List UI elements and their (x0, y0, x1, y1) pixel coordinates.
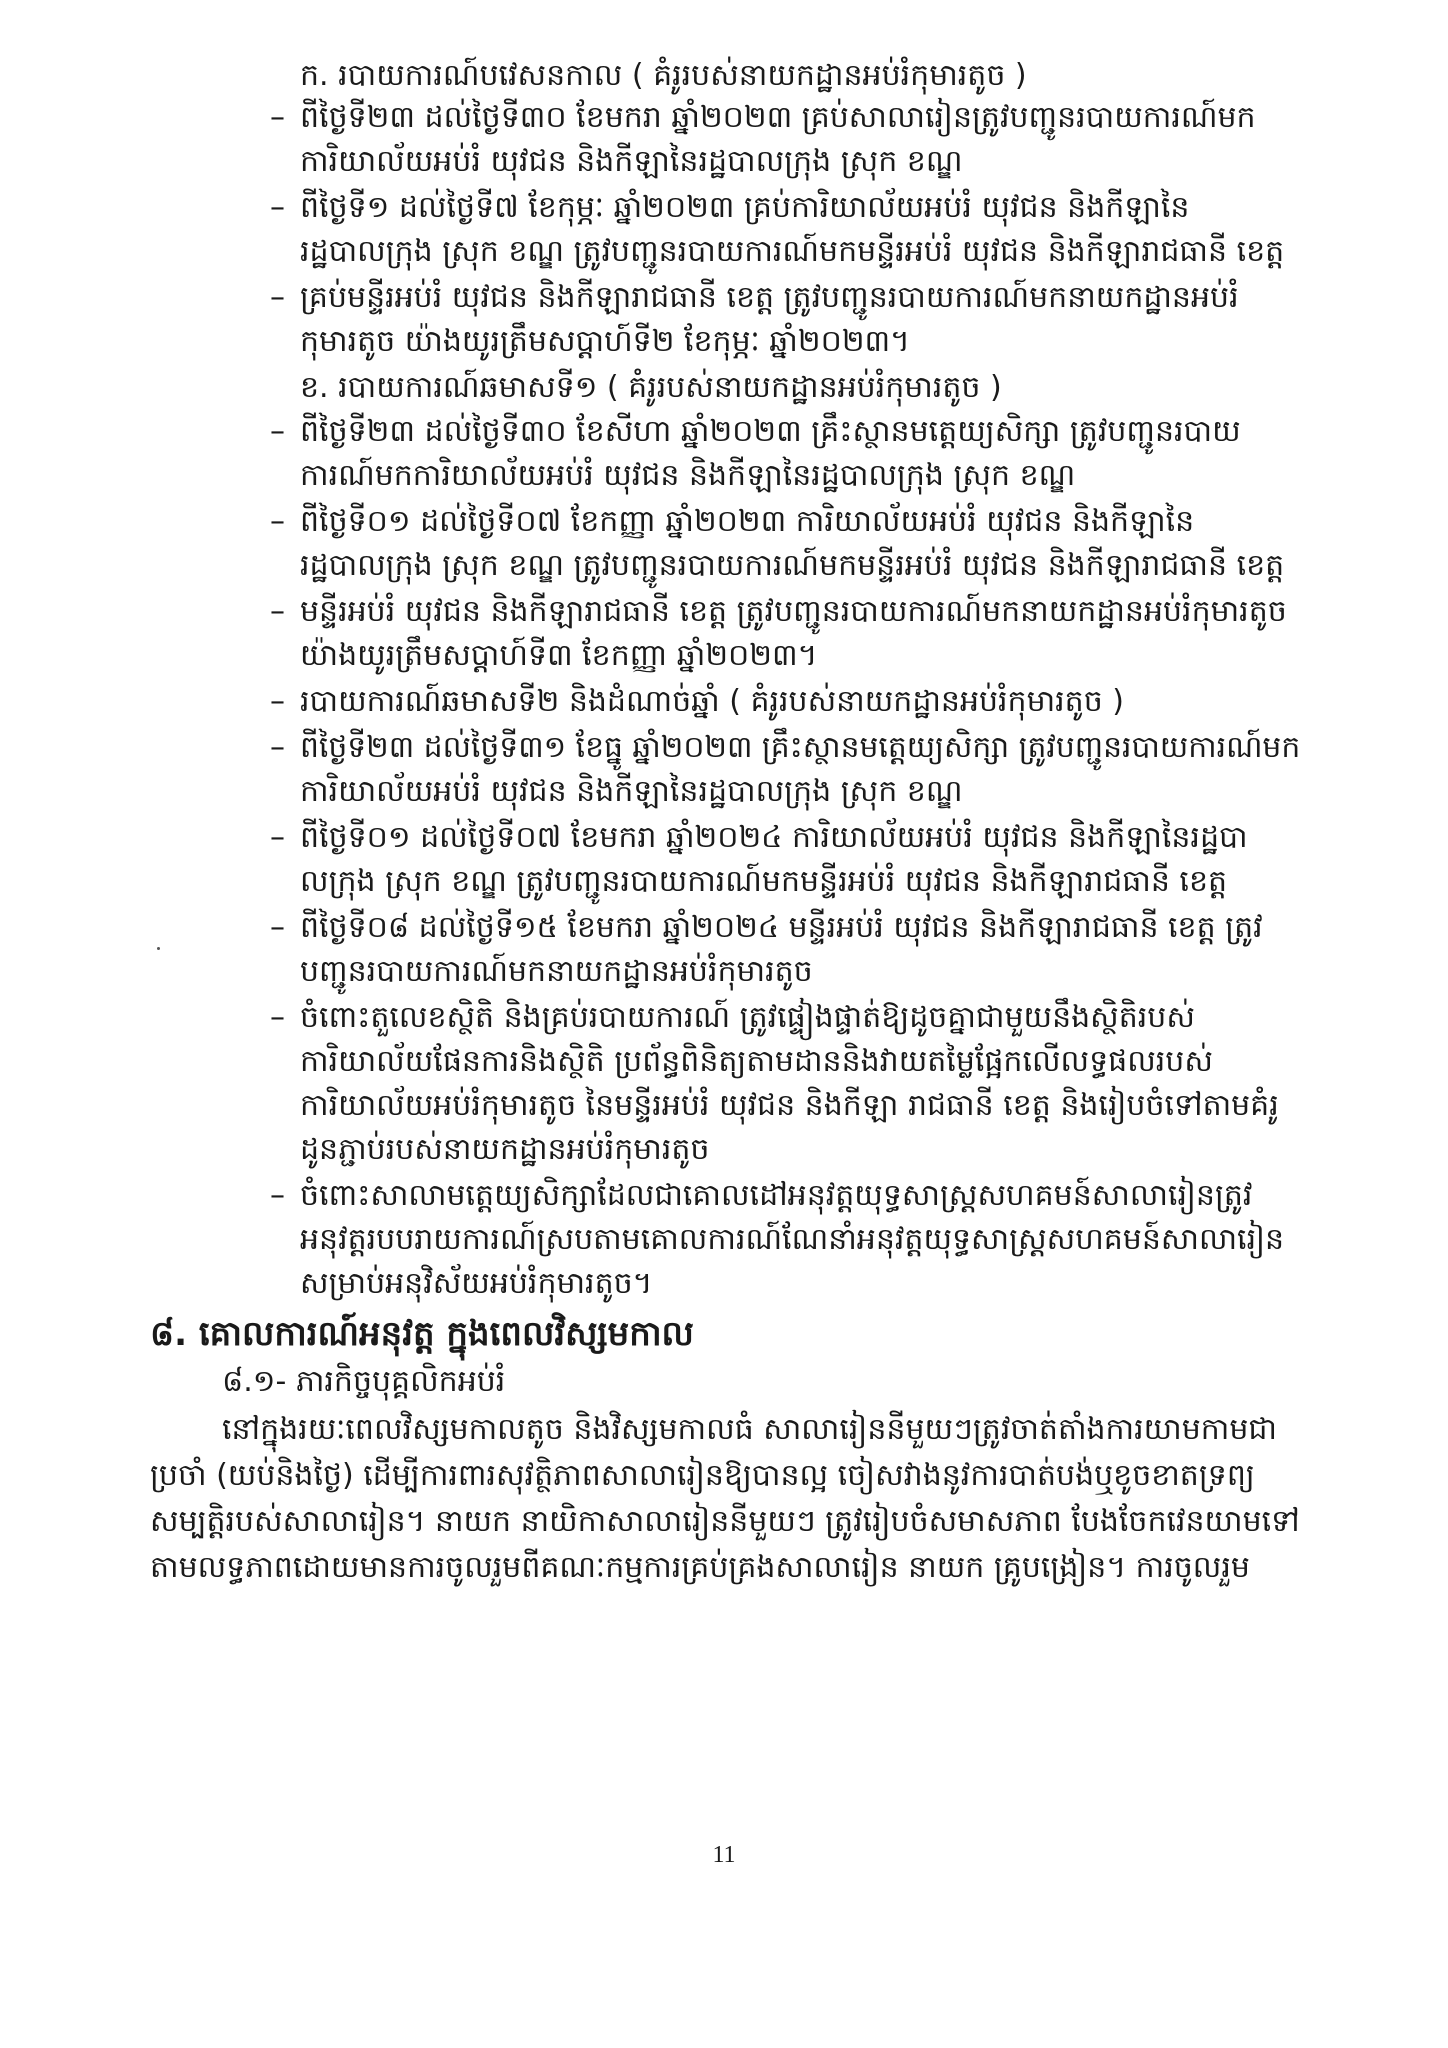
item-d1-line2: ការិយាល័យផែនការនិងស្ថិតិ ប្រព័ន្ធពិនិត្យតាមដាននិងវាយតម្លៃផ្អែកលើលទ្ធផលរបស់ (300, 1044, 1213, 1079)
section-8-heading: ៨. គោលការណ៍អនុវត្ត ក្នុងពេលវិស្សមកាល (150, 1314, 694, 1354)
bullet-dash: – (270, 684, 285, 719)
bullet-dash: – (270, 414, 285, 449)
bullet-dash: – (270, 1000, 285, 1035)
scan-speck (157, 947, 160, 950)
item-b1-line2: ការណ៍មកការិយាល័យអប់រំ យុវជន និងកីឡានៃរដ្ឋបាលក្រុង ស្រុក ខណ្ឌ (300, 458, 1076, 493)
section-b-title: ខ. របាយការណ៍ឆមាសទី១ ( គំរូរបស់នាយកដ្ឋានអប់រំកុមារតូច ) (300, 370, 1002, 405)
bullet-dash: – (270, 594, 285, 629)
item-c2-line2: លក្រុង ស្រុក ខណ្ឌ ត្រូវបញ្ជូនរបាយការណ៍មកមន្ទីរអប់រំ យុវជន និងកីឡារាជធានី ខេត្ត (300, 864, 1228, 899)
item-d2-line2: អនុវត្តរបបរាយការណ៍ស្របតាមគោលការណ៍ណែនាំអនុវត្តយុទ្ធសាស្ត្រសហគមន៍សាលារៀន (300, 1222, 1285, 1257)
item-d2-line1: ចំពោះសាលាមត្តេយ្យសិក្សាដែលជាគោលដៅអនុវត្តយុទ្ធសាស្ត្រសហគមន៍សាលារៀនត្រូវ (300, 1178, 1253, 1213)
item-b2-line2: រដ្ឋបាលក្រុង ស្រុក ខណ្ឌ ត្រូវបញ្ជូនរបាយការណ៍មកមន្ទីរអប់រំ យុវជន និងកីឡារាជធានី ខេត្ត (300, 548, 1285, 583)
item-d1-line1: ចំពោះតួលេខស្ថិតិ និងគ្រប់របាយការណ៍ ត្រូវផ្ទៀងផ្ទាត់ឱ្យដូចគ្នាជាមួយនឹងស្ថិតិរបស់ (300, 1000, 1195, 1035)
item-b3-line2: យ៉ាងយូរត្រឹមសប្តាហ៍ទី៣ ខែកញ្ញា ឆ្នាំ២០២៣។ (300, 638, 818, 673)
bullet-dash: – (270, 100, 285, 135)
item-b3-line1: មន្ទីរអប់រំ យុវជន និងកីឡារាជធានី ខេត្ត ត្រូវបញ្ជូនរបាយការណ៍មកនាយកដ្ឋានអប់រំកុមារតូច (300, 594, 1287, 629)
item-b2-line1: ពីថ្ងៃទី០១ ដល់ថ្ងៃទី០៧ ខែកញ្ញា ឆ្នាំ២០២៣ ការិយាល័យអប់រំ យុវជន និងកីឡានៃ (300, 504, 1195, 539)
bullet-dash: – (270, 910, 285, 945)
item-a3-line1: គ្រប់មន្ទីរអប់រំ យុវជន និងកីឡារាជធានី ខេត្ត ត្រូវបញ្ជូនរបាយការណ៍មកនាយកដ្ឋានអប់រំ (300, 280, 1239, 315)
item-c3-line2: បញ្ជូនរបាយការណ៍មកនាយកដ្ឋានអប់រំកុមារតូច (300, 954, 813, 989)
item-b1-line1: ពីថ្ងៃទី២៣ ដល់ថ្ងៃទី៣០ ខែសីហា ឆ្នាំ២០២៣ គ្រឹះស្ថានមត្តេយ្យសិក្សា ត្រូវបញ្ជូនរបាយ (300, 414, 1241, 449)
item-a2-line1: ពីថ្ងៃទី១ ដល់ថ្ងៃទី៧ ខែកុម្ភៈ ឆ្នាំ២០២៣ គ្រប់ការិយាល័យអប់រំ យុវជន និងកីឡានៃ (300, 190, 1190, 225)
item-a2-line2: រដ្ឋបាលក្រុង ស្រុក ខណ្ឌ ត្រូវបញ្ជូនរបាយការណ៍មកមន្ទីរអប់រំ យុវជន និងកីឡារាជធានី ខេត្ត (300, 234, 1285, 269)
paragraph-line-3: សម្បត្តិរបស់សាលារៀន។ នាយក នាយិកាសាលារៀននីមួយៗ ត្រូវរៀបចំសមាសភាព បែងចែកវេនយាមទៅ (150, 1504, 1300, 1539)
item-c-title: របាយការណ៍ឆមាសទី២ និងដំណាច់ឆ្នាំ ( គំរូរបស់នាយកដ្ឋានអប់រំកុមារតូច ) (300, 684, 1125, 719)
item-d2-line3: សម្រាប់អនុវិស័យអប់រំកុមារតូច។ (300, 1266, 653, 1301)
item-d1-line3: ការិយាល័យអប់រំកុមារតូច នៃមន្ទីរអប់រំ យុវជន និងកីឡា រាជធានី ខេត្ត និងរៀបចំទៅតាមគំរូ (300, 1088, 1279, 1123)
item-c1-line2: ការិយាល័យអប់រំ យុវជន និងកីឡានៃរដ្ឋបាលក្រុង ស្រុក ខណ្ឌ (300, 774, 963, 809)
paragraph-line-2: ប្រចាំ (យប់និងថ្ងៃ) ដើម្បីការពារសុវត្ថិភាពសាលារៀនឱ្យបានល្អ ចៀសវាងនូវការបាត់បង់ឬខូចខាតទ្រព្យ (150, 1458, 1255, 1493)
bullet-dash: – (270, 820, 285, 855)
item-c3-line1: ពីថ្ងៃទី០៨ ដល់ថ្ងៃទី១៥ ខែមករា ឆ្នាំ២០២៤ មន្ទីរអប់រំ យុវជន និងកីឡារាជធានី ខេត្ត ត្រូវ (300, 910, 1263, 945)
bullet-dash: – (270, 504, 285, 539)
paragraph-line-4: តាមលទ្ធភាពដោយមានការចូលរួមពីគណៈកម្មការគ្រប់គ្រងសាលារៀន នាយក គ្រូបង្រៀន។ ការចូលរួម (150, 1550, 1250, 1585)
bullet-dash: – (270, 280, 285, 315)
page-number: 11 (712, 1842, 736, 1868)
item-a1-line1: ពីថ្ងៃទី២៣ ដល់ថ្ងៃទី៣០ ខែមករា ឆ្នាំ២០២៣ គ្រប់សាលារៀនត្រូវបញ្ជូនរបាយការណ៍មក (300, 100, 1256, 135)
item-d1-line4: ដូនភ្ជាប់របស់នាយកដ្ឋានអប់រំកុមារតូច (300, 1132, 710, 1167)
section-a-title: ក. របាយការណ៍បវេសនកាល ( គំរូរបស់នាយកដ្ឋានអប់រំកុមារតូច ) (300, 58, 1027, 93)
bullet-dash: – (270, 190, 285, 225)
bullet-dash: – (270, 1178, 285, 1213)
item-c1-line1: ពីថ្ងៃទី២៣ ដល់ថ្ងៃទី៣១ ខែធ្នូ ឆ្នាំ២០២៣ គ្រឹះស្ថានមត្តេយ្យសិក្សា ត្រូវបញ្ជូនរបាយការណ៍មក (300, 730, 1301, 765)
bullet-dash: – (270, 730, 285, 765)
item-a3-line2: កុមារតូច យ៉ាងយូរត្រឹមសប្តាហ៍ទី២ ខែកុម្ភៈ ឆ្នាំ២០២៣។ (300, 324, 910, 359)
subsection-8-1-title: ៨.១- ភារកិច្ចបុគ្គលិកអប់រំ (222, 1364, 506, 1399)
paragraph-line-1: នៅក្នុងរយៈពេលវិស្សមកាលតូច និងវិស្សមកាលធំ សាលារៀននីមួយៗត្រូវចាត់តាំងការយាមកាមជា (222, 1412, 1277, 1447)
item-c2-line1: ពីថ្ងៃទី០១ ដល់ថ្ងៃទី០៧ ខែមករា ឆ្នាំ២០២៤ ការិយាល័យអប់រំ យុវជន និងកីឡានៃរដ្ឋបា (300, 820, 1248, 855)
item-a1-line2: ការិយាល័យអប់រំ យុវជន និងកីឡានៃរដ្ឋបាលក្រុង ស្រុក ខណ្ឌ (300, 144, 963, 179)
